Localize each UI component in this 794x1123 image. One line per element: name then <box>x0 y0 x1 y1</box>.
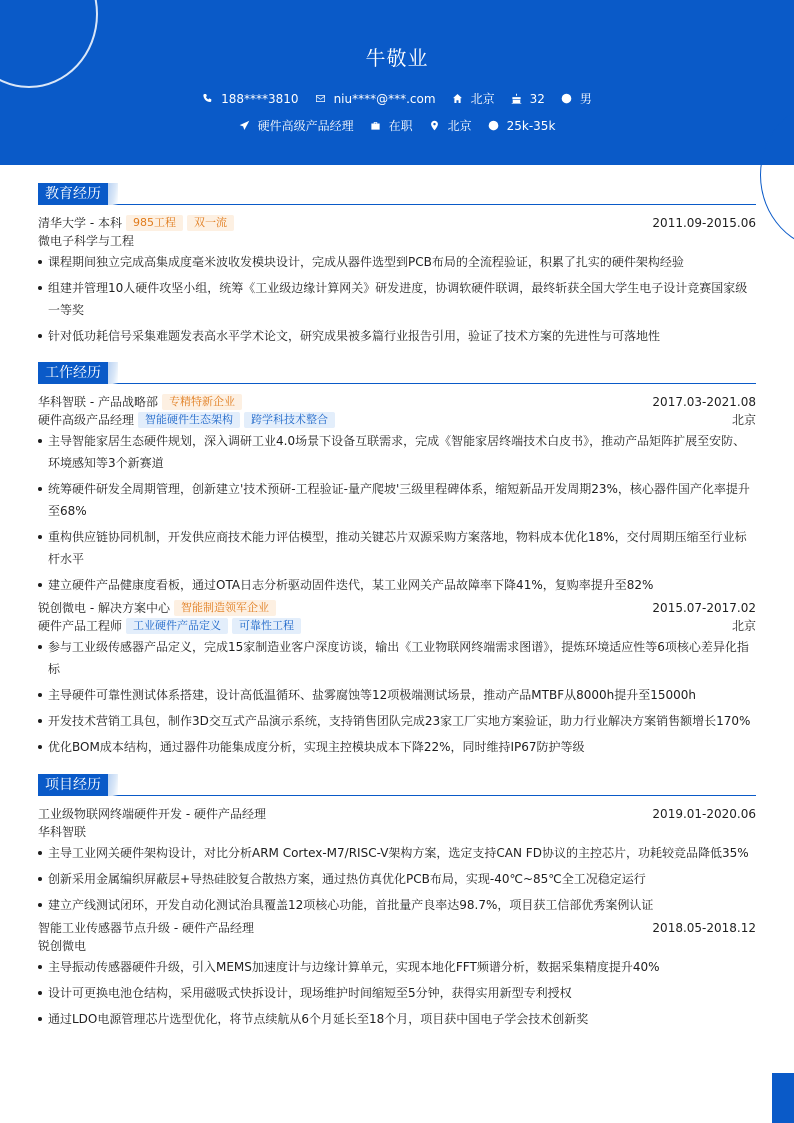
candidate-name: 牛敬业 <box>365 46 429 70</box>
job-location: 北京 <box>731 413 756 427</box>
school-name: 清华大学 - 本科 <box>38 216 122 230</box>
entry-header <box>38 392 756 411</box>
project-entry <box>38 804 756 916</box>
gender-icon <box>561 93 572 104</box>
bullet-item: 建立产线测试闭环，开发自动化测试治具覆盖12项核心功能，首批量产良率达98.7%，项目获工信部优秀案例认证 <box>38 894 756 916</box>
bullet-item: 设计可更换电池仓结构，采用磁吸式快拆设计，现场维护时间缩短至5分钟，获得实用新型专利授权 <box>38 982 756 1004</box>
entry-subheader <box>38 937 756 954</box>
bullet-item: 主导智能家居生态硬件规划，深入调研工业4.0场景下设备互联需求，完成《智能家居终端技术白皮书》，推动产品矩阵扩展至安防、环境感知等3个新赛道 <box>38 430 756 474</box>
entry-subheader <box>38 411 756 428</box>
city-info <box>429 117 472 134</box>
project-name: 工业级物联网终端硬件开发 - 硬件产品经理 <box>38 807 266 821</box>
age-text: 32 <box>529 91 545 106</box>
decorative-corner-block <box>772 1073 794 1123</box>
send-icon <box>239 120 250 131</box>
company-tag: 专精特新企业 <box>162 394 242 410</box>
status-info <box>370 117 413 134</box>
job-intent-row <box>0 117 794 134</box>
section-heading <box>38 774 756 796</box>
bullet-item: 统筹硬件研发全周期管理，创新建立'技术预研-工程验证-量产爬坡'三级里程碑体系，缩短新品开发周期23%，核心器件国产化率提升至68% <box>38 478 756 522</box>
salary-info <box>488 119 556 133</box>
bullet-item: 课程期间独立完成高集成度毫米波收发模块设计，完成从器件选型到PCB布局的全流程验证，积累了扎实的硬件架构经验 <box>38 251 756 273</box>
section-heading <box>38 183 756 205</box>
bullet-item: 主导硬件可靠性测试体系搭建，设计高低温循环、盐雾腐蚀等12项极端测试场景，推动产品MTBF从8000h提升至15000h <box>38 684 756 706</box>
role-tag: 跨学科技术整合 <box>244 412 335 428</box>
job-entry <box>38 598 756 758</box>
project-name: 智能工业传感器节点升级 - 硬件产品经理 <box>38 921 254 935</box>
money-icon <box>488 120 499 131</box>
home-icon <box>452 93 463 104</box>
resume-header <box>0 0 794 165</box>
bullet-item: 组建并管理10人硬件攻坚小组，统筹《工业级边缘计算网关》研发进度，协调软硬件联调，最终斩获全国大学生电子设计竞赛国家级一等奖 <box>38 277 756 321</box>
phone-info <box>202 92 298 106</box>
entry-header <box>38 918 756 937</box>
entry-subheader <box>38 617 756 634</box>
company-name: 锐创微电 - 解决方案中心 <box>38 601 170 615</box>
entry-date: 2015.07-2017.02 <box>652 600 756 615</box>
school-tag: 双一流 <box>187 215 234 231</box>
job-role: 硬件产品工程师 <box>38 619 123 633</box>
gender-text: 男 <box>579 92 592 106</box>
projects-section <box>38 774 756 1030</box>
section-heading-label: 项目经历 <box>38 774 108 796</box>
major-name: 微电子科学与工程 <box>38 234 135 248</box>
entry-subheader <box>38 232 756 249</box>
role-tag: 智能硬件生态架构 <box>138 412 240 428</box>
school-tag: 985工程 <box>126 215 183 231</box>
entry-header <box>38 598 756 617</box>
bullet-item: 建立硬件产品健康度看板，通过OTA日志分析驱动固件迭代，某工业网关产品故障率下降41%，复购率提升至82% <box>38 574 756 596</box>
status-text: 在职 <box>388 119 413 133</box>
role-tag: 可靠性工程 <box>232 618 301 634</box>
job-location: 北京 <box>731 619 756 633</box>
entry-subheader <box>38 823 756 840</box>
section-heading <box>38 362 756 384</box>
job-role: 硬件高级产品经理 <box>38 413 135 427</box>
section-heading-label: 教育经历 <box>38 183 108 205</box>
project-org: 华科智联 <box>38 825 87 839</box>
bullet-list <box>38 251 756 347</box>
bullet-item: 创新采用金属编织屏蔽层+导热硅胶复合散热方案，通过热仿真优化PCB布局，实现-40℃~85℃全工况稳定运行 <box>38 868 756 890</box>
bullet-item: 主导振动传感器硬件升级，引入MEMS加速度计与边缘计算单元，实现本地化FFT频谱分析，数据采集精度提升40% <box>38 956 756 978</box>
phone-icon <box>202 93 213 104</box>
education-section <box>38 183 756 347</box>
entry-date: 2017.03-2021.08 <box>652 394 756 409</box>
bullet-item: 针对低功耗信号采集难题发表高水平学术论文，研究成果被多篇行业报告引用，验证了技术方案的先进性与可落地性 <box>38 325 756 347</box>
bullet-list <box>38 842 756 916</box>
project-entry <box>38 918 756 1030</box>
entry-header <box>38 213 756 232</box>
role-tag: 工业硬件产品定义 <box>126 618 228 634</box>
education-entry <box>38 213 756 347</box>
contact-info-row <box>0 90 794 107</box>
bullet-item: 开发技术营销工具包，制作3D交互式产品演示系统，支持销售团队完成23家工厂实地方案验证，助力行业解决方案销售额增长170% <box>38 710 756 732</box>
bullet-item: 重构供应链协同机制，开发供应商技术能力评估模型，推动关键芯片双源采购方案落地，物料成本优化18%，交付周期压缩至行业标杆水平 <box>38 526 756 570</box>
bullet-list <box>38 956 756 1030</box>
position-text: 硬件高级产品经理 <box>257 119 354 133</box>
age-info <box>511 92 545 106</box>
phone-text: 188****3810 <box>221 91 299 106</box>
work-section <box>38 362 756 758</box>
hometown-info <box>452 90 495 107</box>
city-text: 北京 <box>447 119 472 133</box>
job-entry <box>38 392 756 596</box>
company-tag: 智能制造领军企业 <box>174 600 276 616</box>
bullet-list <box>38 430 756 596</box>
bullet-list <box>38 636 756 758</box>
email-text: niu****@***.com <box>333 91 436 106</box>
email-info <box>315 92 436 106</box>
entry-date: 2018.05-2018.12 <box>652 920 756 935</box>
location-pin-icon <box>429 120 440 131</box>
entry-header <box>38 804 756 823</box>
salary-text: 25k-35k <box>506 118 556 133</box>
entry-date: 2011.09-2015.06 <box>652 215 756 230</box>
company-name: 华科智联 - 产品战略部 <box>38 395 158 409</box>
bullet-item: 优化BOM成本结构，通过器件功能集成度分析，实现主控模块成本下降22%，同时维持IP67防护等级 <box>38 736 756 758</box>
section-heading-label: 工作经历 <box>38 362 108 384</box>
bullet-item: 参与工业级传感器产品定义，完成15家制造业客户深度访谈，输出《工业物联网终端需求图谱》，提炼环境适应性等6项核心差异化指标 <box>38 636 756 680</box>
position-info <box>239 117 354 134</box>
mail-icon <box>315 93 326 104</box>
hometown-text: 北京 <box>470 92 495 106</box>
bullet-item: 通过LDO电源管理芯片选型优化，将节点续航从6个月延长至18个月，项目获中国电子学会技术创新奖 <box>38 1008 756 1030</box>
entry-date: 2019.01-2020.06 <box>652 806 756 821</box>
briefcase-icon <box>370 120 381 131</box>
gender-info <box>561 90 592 107</box>
project-org: 锐创微电 <box>38 939 87 953</box>
cake-icon <box>511 93 522 104</box>
bullet-item: 主导工业网关硬件架构设计，对比分析ARM Cortex-M7/RISC-V架构方案，选定支持CAN FD协议的主控芯片，功耗较竞品降低35% <box>38 842 756 864</box>
